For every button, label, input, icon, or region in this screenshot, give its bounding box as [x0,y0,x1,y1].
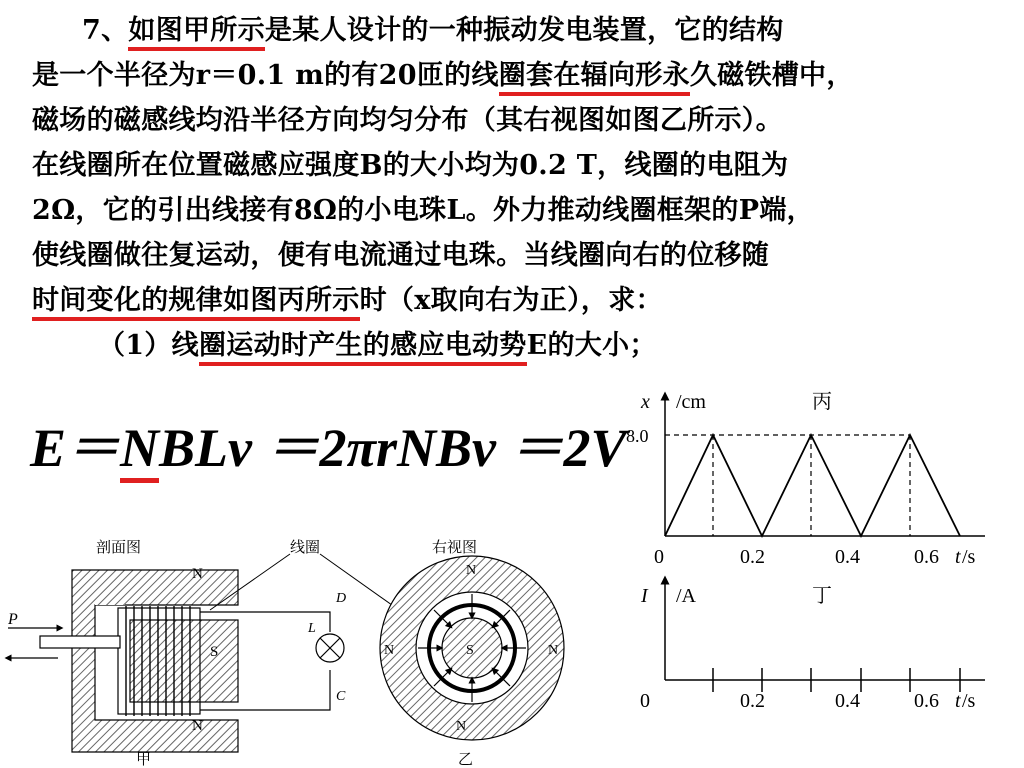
problem-line-7: 时间变化的规律如图丙所示时（x取向右为正），求： [32,278,1002,323]
magnet-right-view [380,538,564,768]
label-L: L [308,621,316,636]
label-section: 剖面图 [96,538,142,556]
xtick-0.6: 0.6 [914,546,939,568]
xtick-0.2: 0.2 [740,546,765,568]
figure-area [0,380,1024,768]
problem-line-2: 是一个半径为r＝0.1 m的有20匝的线圈套在辐向形永久磁铁槽中， [32,53,1002,98]
xtick-0.4: 0.4 [835,546,860,568]
label-jia: 甲 [136,750,152,768]
label-C: C [336,689,346,704]
rv-pole-N-right: N [548,643,559,658]
problem-text [32,8,1002,368]
push-rod [40,636,120,648]
label-bing: 丙 [812,389,832,413]
label-ding: 丁 [812,583,832,607]
i-axis-unit: /A [676,585,696,607]
problem-line-5: 2Ω，它的引出线接有8Ω的小电珠L。外力推动线圈框架的P端， [32,195,814,226]
rv-pole-N-bottom: N [456,719,467,734]
i-xtick-0.2: 0.2 [740,690,765,712]
inner-magnet-top [95,585,125,605]
graph-x-t [626,389,985,568]
i-xtick-0.4: 0.4 [835,690,860,712]
problem-line-1: 7、如图甲所示是某人设计的一种振动发电装置，它的结构 [32,8,1002,53]
i-axis-var: I [641,585,648,607]
i-t-axis-unit: /s [962,690,976,712]
t-axis-unit: /s [962,546,976,568]
rv-pole-S: S [466,643,474,658]
rv-pole-N-top: N [466,563,477,578]
i-origin: 0 [640,690,650,712]
ytick-8: 8.0 [626,426,649,446]
x-origin: 0 [654,546,664,568]
x-axis-var: x [641,391,650,413]
i-xtick-0.6: 0.6 [914,690,939,712]
pole-N-top: N [192,566,203,582]
i-t-axis-var: t [955,690,961,712]
pole-N-bottom: N [192,718,203,734]
x-t-curve [665,435,960,536]
label-P: P [8,611,18,628]
t-axis-var: t [955,546,961,568]
label-D: D [336,591,347,606]
x-axis-unit: /cm [676,391,706,413]
graph-i-t [640,580,985,712]
problem-line-4: 在线圈所在位置磁感应强度B的大小均为0.2 T，线圈的电阻为 [32,150,789,181]
inner-magnet-core [130,620,238,702]
problem-line-8: （1）线圈运动时产生的感应电动势E的大小； [32,323,1002,368]
label-yi: 乙 [458,750,474,768]
label-coil: 线圈 [290,538,321,556]
pole-S: S [210,644,219,660]
rv-pole-N-left: N [384,643,395,658]
label-rightview: 右视图 [432,538,478,556]
problem-line-3: 磁场的磁感线均沿半径方向均匀分布（其右视图如图乙所示）。 [32,105,783,136]
magnet-cross-section [7,538,238,768]
answer-formula: E＝NBLv ＝2πrNBv ＝2V [30,405,627,482]
problem-line-6: 使线圈做往复运动，便有电流通过电珠。当线圈向右的位移随 [32,240,770,271]
